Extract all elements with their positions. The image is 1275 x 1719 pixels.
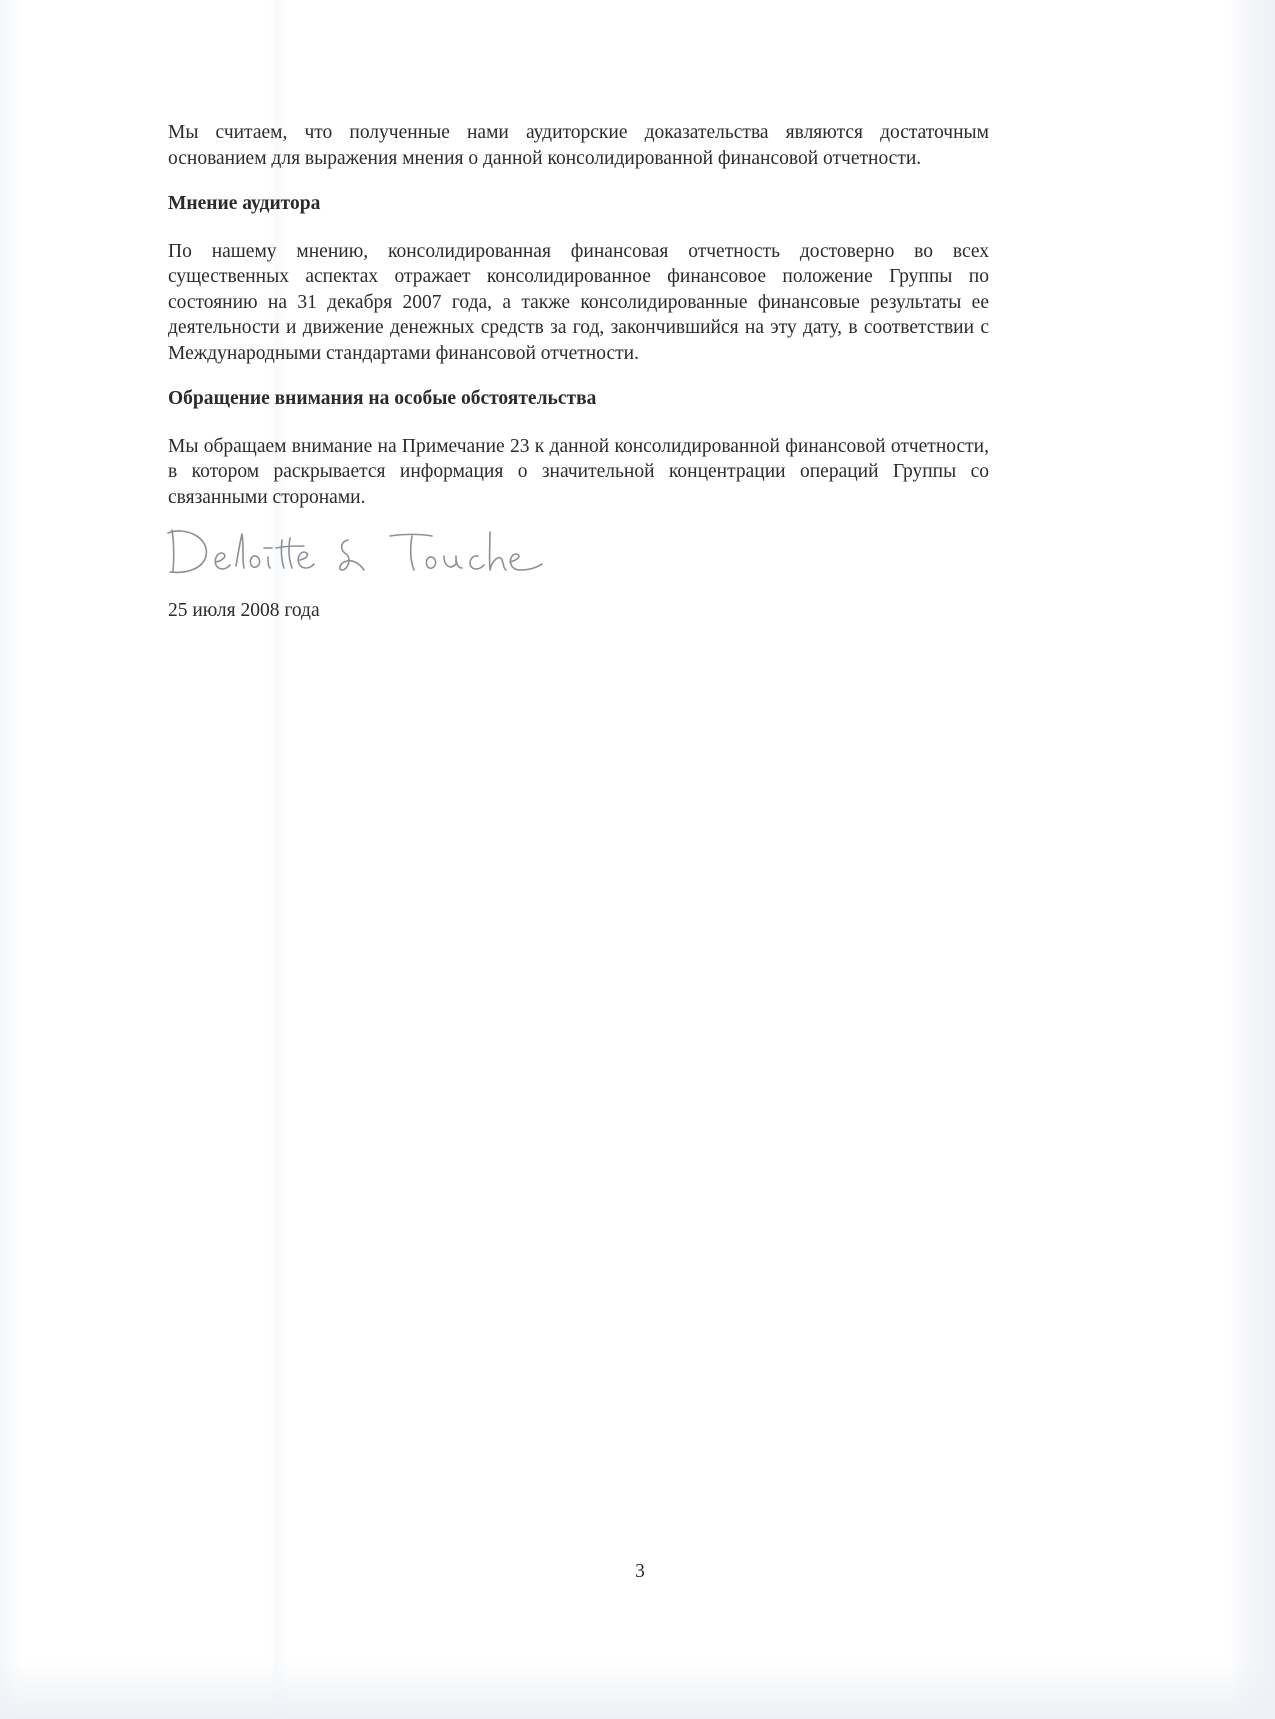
paragraph-emphasis: Мы обращаем внимание на Примечание 23 к данной консолидированной финансовой отчетности, в котором раскрывается информация о значительной концентрации операций Группы со связанными сторонами. bbox=[168, 435, 989, 508]
cropped-text-line bbox=[168, 0, 970, 3]
heading-emphasis-of-matter: Обращение внимания на особые обстоятельства bbox=[168, 388, 597, 409]
signature-image bbox=[164, 524, 544, 580]
paragraph-opinion: По нашему мнению, консолидированная финансовая отчетность достоверно во всех существенных аспектах отражает консолидированное финансовое положение Группы по состоянию на 31 декабря 2007 года, а также консолидированные финансовые результаты ее деятельности и движение денежных средств за год, закончившийся на эту дату, в соответствии с Международными стандартами финансовой отчетности. bbox=[168, 240, 989, 364]
page-number: 3 bbox=[635, 1561, 645, 1582]
scan-edge-shadow bbox=[0, 1659, 1275, 1719]
document-body bbox=[168, 120, 989, 624]
date-line: 25 июля 2008 года bbox=[168, 600, 320, 621]
paragraph-audit-evidence: Мы считаем, что полученные нами аудиторские доказательства являются достаточным основанием для выражения мнения о данной консолидированной финансовой отчетности. bbox=[168, 122, 989, 169]
heading-auditor-opinion: Мнение аудитора bbox=[168, 193, 321, 214]
